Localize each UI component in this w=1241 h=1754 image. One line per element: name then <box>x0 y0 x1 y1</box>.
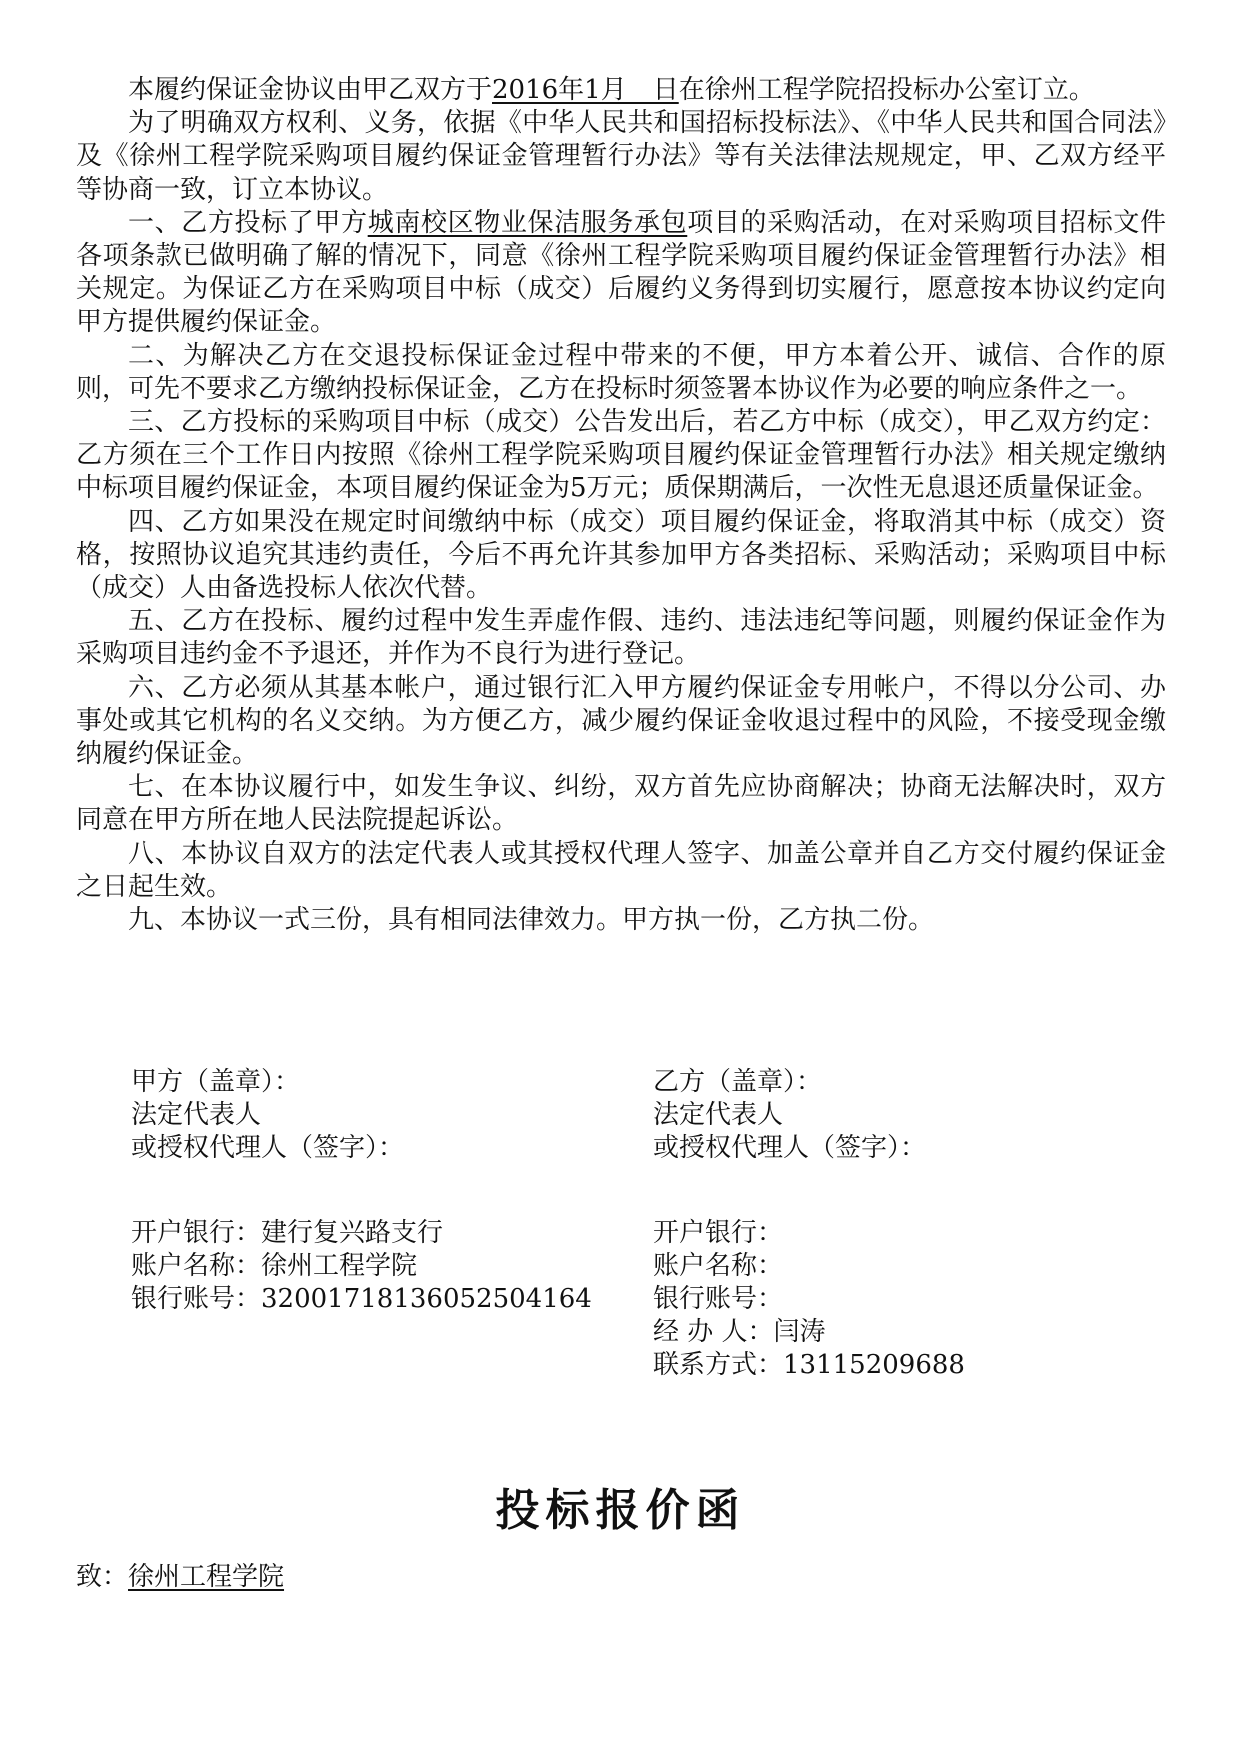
party-b-account-name: 账户名称： <box>653 1250 784 1281</box>
party-b-account-no: 银行账号： <box>653 1284 784 1315</box>
party-a-account-no: 银行账号：32001718136052504164 <box>131 1284 592 1315</box>
party-a-account-name: 账户名称：徐州工程学院 <box>131 1250 418 1281</box>
agreement-paragraph-9: 八、本协议自双方的法定代表人或其授权代理人签字、加盖公章并自乙方交付履约保证金之日起生效。 <box>76 838 1166 902</box>
agreement-paragraph-4: 三、乙方投标的采购项目中标（成交）公告发出后，若乙方中标（成交），甲乙双方约定：乙方须在三个工作日内按照《徐州工程学院采购项目履约保证金管理暂行办法》相关规定缴纳中标项目履约保证金，本项目履约保证金为5万元；质保期满后，一次性无息退还质量保证金。 <box>76 407 1166 504</box>
party-a-seal: 甲方（盖章）： <box>131 1067 301 1097</box>
agreement-paragraph-6: 五、乙方在投标、履约过程中发生弄虚作假、违约、违法违纪等问题，则履约保证金作为采购项目违约金不予退还，并作为不良行为进行登记。 <box>76 606 1166 670</box>
agreement-date: 2016年1月 日 <box>492 75 679 105</box>
party-a-agent: 或授权代理人（签字）： <box>131 1133 405 1164</box>
party-a-block <box>131 1066 592 1316</box>
party-a-bank: 开户银行：建行复兴路支行 <box>131 1217 444 1248</box>
party-a-rep: 法定代表人 <box>131 1100 262 1131</box>
agreement-paragraph-5: 四、乙方如果没在规定时间缴纳中标（成交）项目履约保证金，将取消其中标（成交）资格，按照协议追究其违约责任，今后不再允许其参加甲方各类招标、采购活动；采购项目中标（成交）人由备选投标人依次代替。 <box>76 506 1166 604</box>
agreement-paragraph-0 <box>76 74 1166 107</box>
paragraph-text: 本履约保证金协议由甲乙双方于 <box>128 75 493 105</box>
agreement-paragraph-2 <box>76 207 1166 340</box>
party-b-handler: 经 办 人：闫涛 <box>653 1317 826 1348</box>
party-b-bank: 开户银行： <box>653 1217 784 1248</box>
recipient-name: 徐州工程学院 <box>128 1562 285 1592</box>
paragraph-text: 在徐州工程学院招投标办公室订立。 <box>678 75 1095 105</box>
paragraph-text: 项目的采购活动，在对采购项目招标文件各项条款已做明确了解的情况下，同意《徐州工程学院采购项目履约保证金管理暂行办法》相关规定。为保证乙方在采购项目中标（成交）后履约义务得到切实履行，愿意按本协议约定向甲方提供履约保证金。 <box>76 207 1166 338</box>
agreement-paragraph-10: 九、本协议一式三份，具有相同法律效力。甲方执一份，乙方执二份。 <box>128 905 935 936</box>
party-b-rep: 法定代表人 <box>653 1100 784 1131</box>
party-b-block <box>653 1066 965 1383</box>
agreement-body <box>76 74 1166 937</box>
recipient-line <box>76 1560 284 1594</box>
project-name: 城南校区物业保洁服务承包 <box>367 207 688 238</box>
letter-title: 投标报价函 <box>495 1485 746 1536</box>
party-b-agent: 或授权代理人（签字）： <box>653 1133 927 1164</box>
party-b-seal: 乙方（盖章）： <box>653 1067 823 1097</box>
agreement-paragraph-8: 七、在本协议履行中，如发生争议、纠纷，双方首先应协商解决；协商无法解决时，双方同意在甲方所在地人民法院提起诉讼。 <box>76 772 1166 836</box>
agreement-paragraph-7: 六、乙方必须从其基本帐户，通过银行汇入甲方履约保证金专用帐户，不得以分公司、办事处或其它机构的名义交纳。为方便乙方，减少履约保证金收退过程中的风险，不接受现金缴纳履约保证金。 <box>76 672 1166 770</box>
party-b-contact: 联系方式：13115209688 <box>653 1350 965 1381</box>
agreement-paragraph-3: 二、为解决乙方在交退投标保证金过程中带来的不便，甲方本着公开、诚信、合作的原则，可先不要求乙方缴纳投标保证金，乙方在投标时须签署本协议作为必要的响应条件之一。 <box>76 340 1166 404</box>
paragraph-text: 一、乙方投标了甲方 <box>128 207 368 238</box>
recipient-label: 致： <box>76 1562 129 1592</box>
agreement-paragraph-1: 为了明确双方权利、义务，依据《中华人民共和国招标投标法》、《中华人民共和国合同法》及《徐州工程学院采购项目履约保证金管理暂行办法》等有关法律法规规定，甲、乙双方经平等协商一致，订立本协议。 <box>76 108 1166 205</box>
